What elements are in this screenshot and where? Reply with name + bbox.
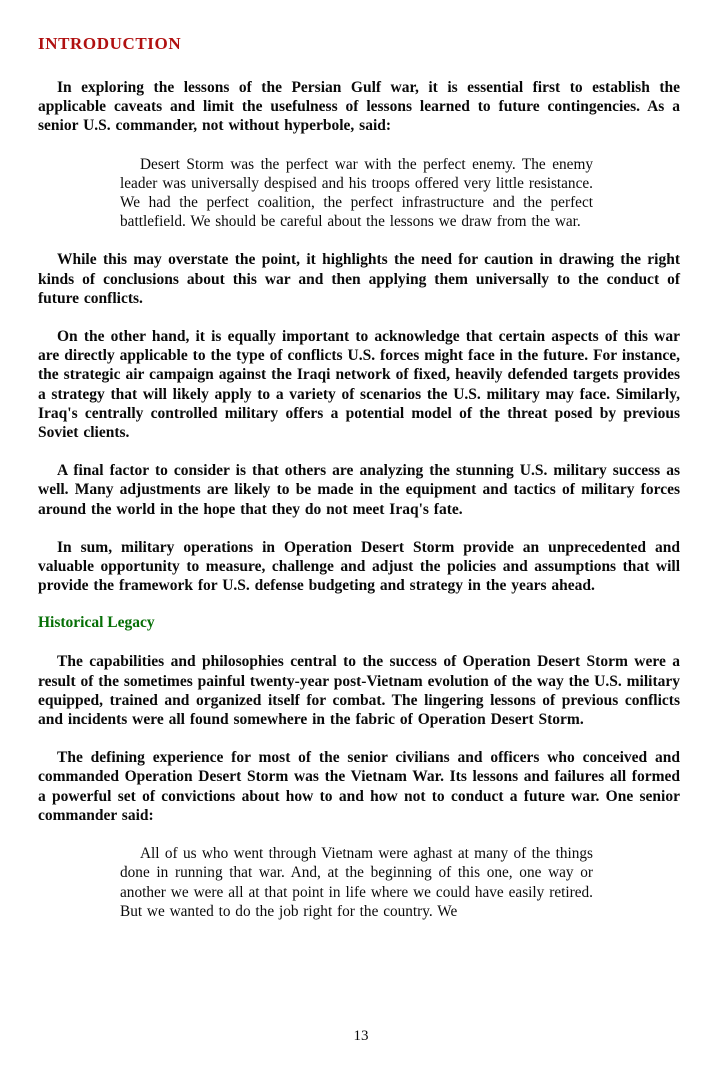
- paragraph-final-factor: A final factor to consider is that others are analyzing the stunning U.S. military success as well. Many adjustments are likely to be made in the equipment and tactics of military forces around the world in the hope that they do not meet Iraq's fate.: [38, 462, 680, 518]
- paragraph-other-hand: On the other hand, it is equally important to acknowledge that certain aspects of this war are directly applicable to the type of conflicts U.S. forces might face in the future. For instance, the strategic air campaign against the Iraqi network of fixed, heavily defended targets provides a strategy that will likely apply to a variety of scenarios the U.S. military may face. Similarly, Iraq's centrally controlled military offers a potential model of the threat posed by previous Soviet clients.: [38, 328, 680, 442]
- paragraph-overstate-point: While this may overstate the point, it highlights the need for caution in drawing the right kinds of conclusions about this war and then applying them universally to the conduct of future conflicts.: [38, 251, 680, 307]
- block-quote-perfect-war: Desert Storm was the perfect war with the perfect enemy. The enemy leader was universally despised and his troops offered very little resistance. We had the perfect coalition, the perfect infrastructure and the perfect battlefield. We should be careful about the lessons we draw from the war.: [120, 155, 593, 231]
- section-heading-historical-legacy: Historical Legacy: [38, 614, 155, 632]
- paragraph-intro-caveats: In exploring the lessons of the Persian Gulf war, it is essential first to establish the applicable caveats and limit the usefulness of lessons learned to future contingencies. As a senior U.S. commander, not without hyperbole, said:: [38, 79, 680, 135]
- page-number: 13: [353, 1028, 369, 1044]
- paragraph-defining-experience: The defining experience for most of the senior civilians and officers who conceived and commanded Operation Desert Storm was the Vietnam War. Its lessons and failures all formed a powerful set of convictions about how to and how not to conduct a future war. One senior commander said:: [38, 749, 680, 824]
- paragraph-capabilities-philosophies: The capabilities and philosophies central to the success of Operation Desert Storm were a result of the sometimes painful twenty-year post-Vietnam evolution of the way the U.S. military equipped, trained and organized itself for combat. The lingering lessons of previous conflicts and incidents were all found somewhere in the fabric of Operation Desert Storm.: [38, 653, 680, 729]
- block-quote-vietnam-aghast: All of us who went through Vietnam were aghast at many of the things done in running that war. And, at the beginning of this one, one way or another we were all at that point in life where we could have easily retired. But we wanted to do the job right for the country. We: [120, 845, 593, 920]
- paragraph-in-sum: In sum, military operations in Operation Desert Storm provide an unprecedented and valuable opportunity to measure, challenge and adjust the policies and assumptions that will provide the framework for U.S. defense budgeting and strategy in the years ahead.: [38, 538, 680, 595]
- section-heading-introduction: INTRODUCTION: [38, 34, 182, 53]
